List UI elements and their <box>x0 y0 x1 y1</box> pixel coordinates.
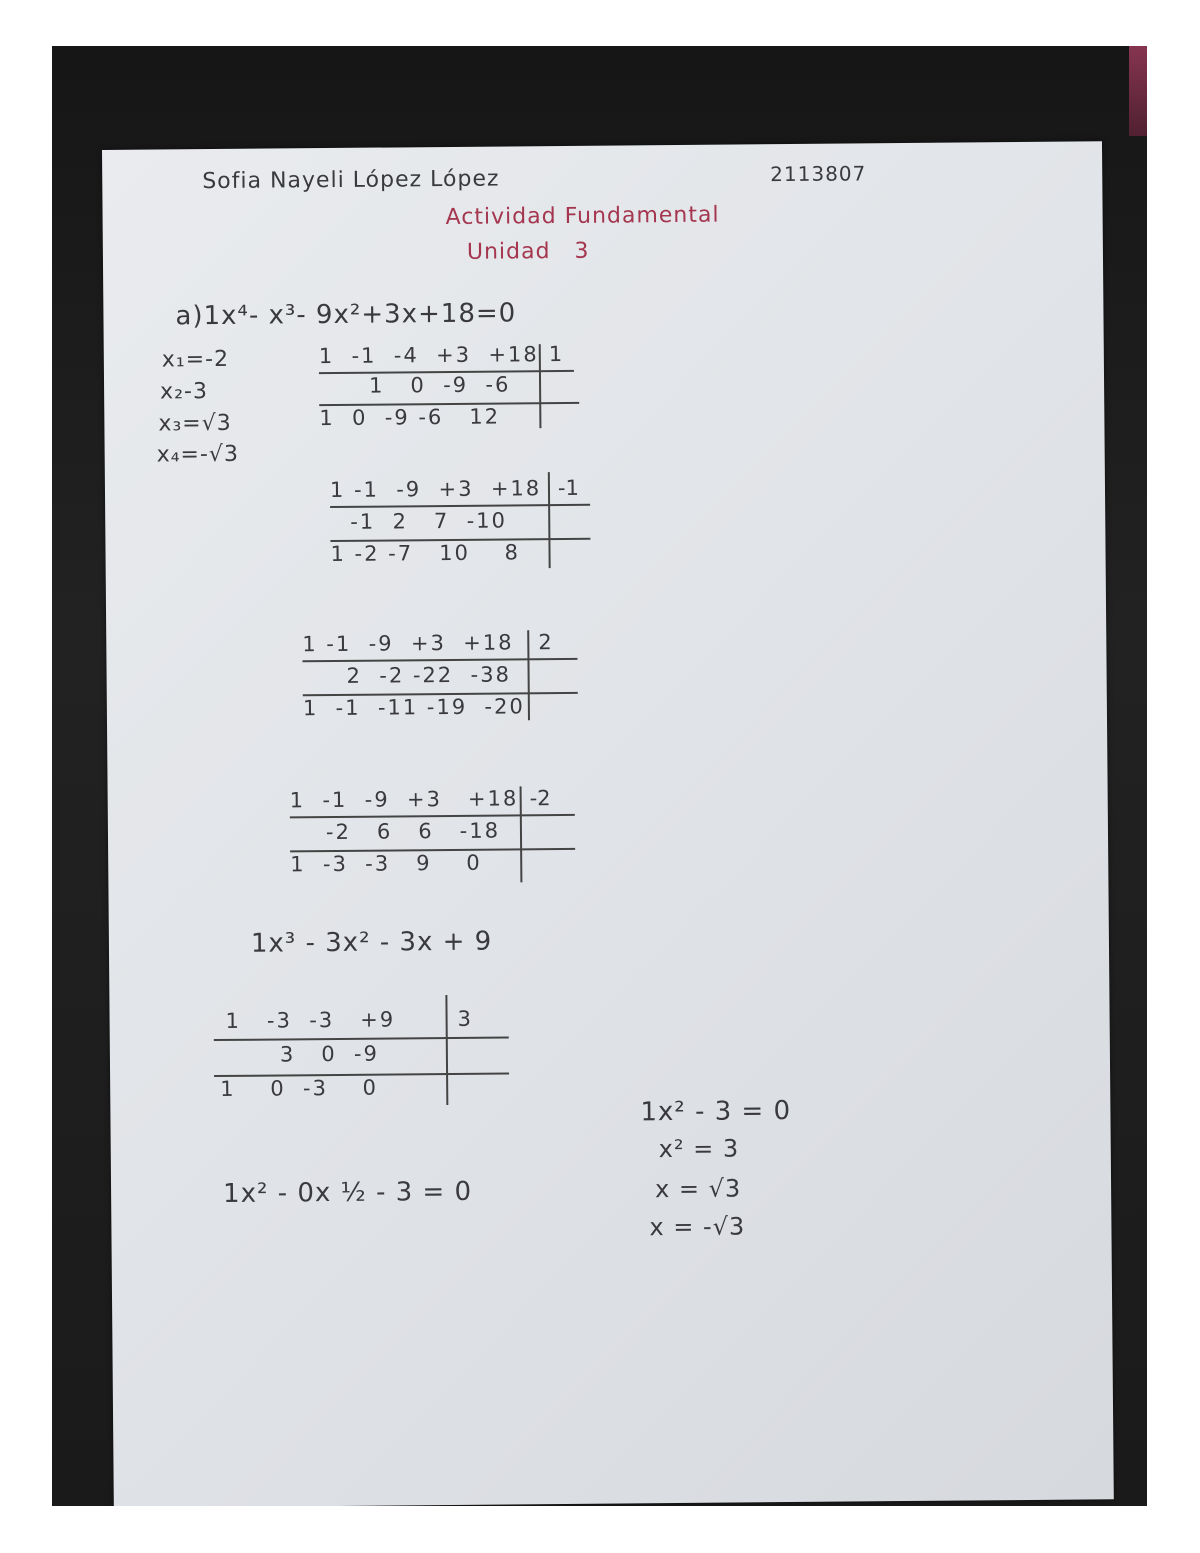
products-row: -1 2 7 -10 <box>350 508 508 534</box>
divisor-label: 1 <box>548 341 563 367</box>
products-row: -2 6 6 -18 <box>325 818 501 845</box>
solution-step-1: 1x² - 3 = 0 <box>640 1096 792 1128</box>
synthetic-division-2 <box>330 476 601 570</box>
products-row: 1 0 -9 -6 <box>368 372 511 398</box>
products-row: 3 0 -9 <box>279 1041 380 1067</box>
paper-sheet <box>102 141 1114 1506</box>
pink-object-edge <box>1129 46 1147 136</box>
result-row: 1 -3 -3 9 0 <box>290 850 482 877</box>
root-3: x₃=√3 <box>158 410 232 437</box>
divisor-label: 2 <box>538 630 552 655</box>
coefficients-row: 1 -3 -3 +9 <box>225 1007 396 1033</box>
problem-label: a) <box>175 301 204 332</box>
result-row: 1 0 -9 -6 12 <box>319 404 501 431</box>
solution-step-4: x = -√3 <box>649 1212 746 1242</box>
cubic-polynomial: 1x³ - 3x² - 3x + 9 <box>250 926 493 959</box>
problem-equation: 1x⁴- x³- 9x²+3x+18=0 <box>203 298 517 332</box>
divisor-label: 3 <box>457 1006 472 1031</box>
activity-title: Actividad Fundamental <box>445 202 720 231</box>
divisor-label: -1 <box>557 475 580 501</box>
problem-statement <box>175 298 516 331</box>
solution-step-3: x = √3 <box>654 1174 742 1204</box>
student-id: 2113807 <box>770 161 867 187</box>
coefficients-row: 1 -1 -9 +3 +18 <box>302 630 514 657</box>
coefficients-row: 1 -1 -4 +3 +18 <box>318 342 539 369</box>
coefficients-row: 1 -1 -9 +3 +18 <box>329 476 542 503</box>
result-row: 1 -1 -11 -19 -20 <box>302 694 525 721</box>
photo-background <box>52 46 1147 1506</box>
result-row: 1 0 -3 0 <box>220 1075 379 1102</box>
coefficients-row: 1 -1 -9 +3 +18 <box>289 786 519 813</box>
solution-step-2: x² = 3 <box>658 1134 740 1164</box>
student-name: Sofia Nayeli López López <box>202 166 500 195</box>
root-4: x₄=-√3 <box>156 441 240 468</box>
root-2: x₂-3 <box>160 379 209 405</box>
unit-label: Unidad 3 <box>466 238 590 265</box>
result-row: 1 -2 -7 10 8 <box>330 540 521 567</box>
products-row: 2 -2 -22 -38 <box>346 662 511 688</box>
root-1: x₁=-2 <box>161 346 230 373</box>
divisor-label: -2 <box>529 786 551 811</box>
quadratic-equation: 1x² - 0x ½ - 3 = 0 <box>222 1176 473 1209</box>
synthetic-division-4 <box>290 786 581 885</box>
synthetic-division-1 <box>319 342 580 434</box>
synthetic-division-5 <box>214 1006 515 1107</box>
synthetic-division-3 <box>302 630 583 724</box>
